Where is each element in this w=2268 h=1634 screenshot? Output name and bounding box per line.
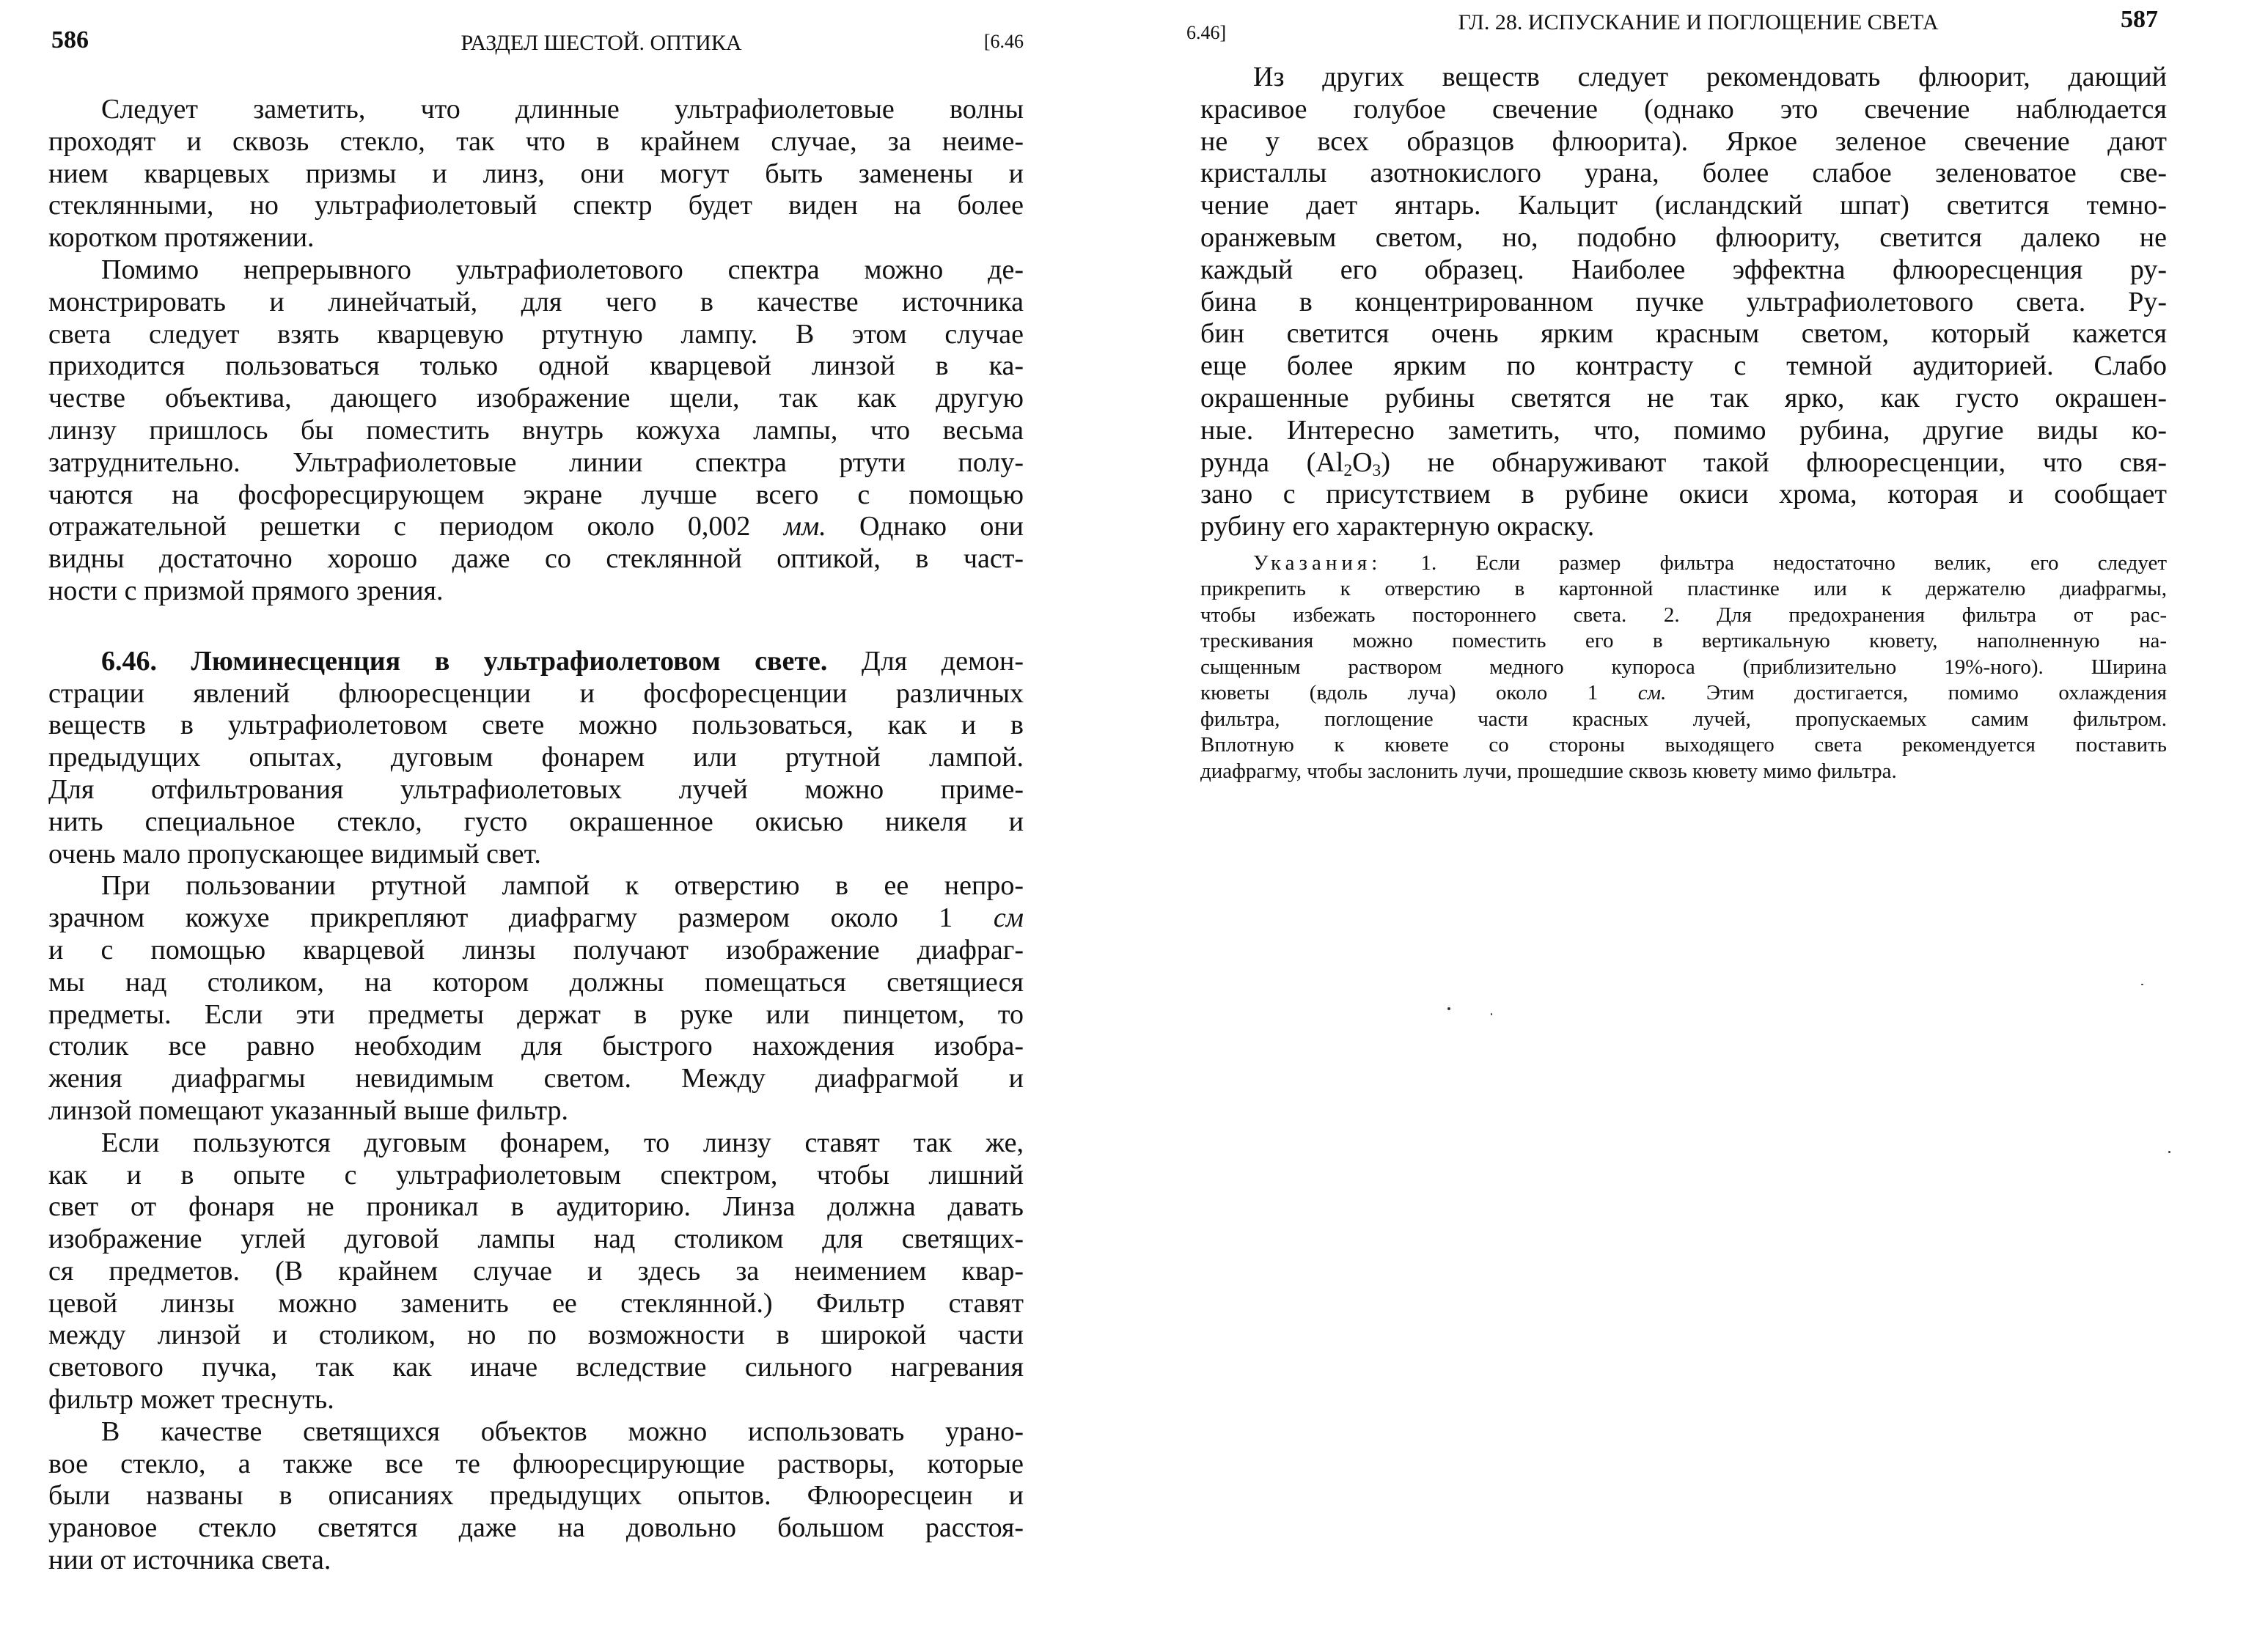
text-line: монстрировать и линейчатый, для чего в качестве источника xyxy=(48,286,1024,317)
section-heading: 6.46. Люминесценция в ультрафиолетовом свете. xyxy=(101,645,828,677)
text-line: фильтра, поглощение части красных лучей, пропускаемых самим фильтром. xyxy=(1200,707,2167,731)
text-segment: кюветы (вдоль луча) около 1 xyxy=(1200,681,1599,705)
text-line: При пользовании ртутной лампой к отверстию в ее непро- xyxy=(101,870,1024,902)
unit-italic: см. xyxy=(1637,681,1667,705)
text-line: зано с присутствием в рубине окиси хрома, которая и сообщает xyxy=(1200,479,2167,510)
paragraph xyxy=(48,1127,1024,1416)
text-line: бин светится очень ярким красным светом, который кажется xyxy=(1200,318,2167,350)
text-line: еще более ярким по контрасту с темной аудиторией. Слабо xyxy=(1200,350,2167,382)
page-number: 587 xyxy=(2121,6,2158,33)
text-line: были названы в описаниях предыдущих опытов. Флюоресцеин и xyxy=(48,1480,1024,1512)
scan-speck xyxy=(1491,1013,1492,1015)
section-reference: 6.46] xyxy=(1186,22,1227,43)
text-line: вое стекло, а также все те флюоресцирующие растворы, которые xyxy=(48,1448,1024,1479)
text-line: приходится пользоваться только одной кварцевой линзой в ка- xyxy=(48,350,1024,382)
text-line: нить специальное стекло, густо окрашенное окисью никеля и xyxy=(48,806,1024,837)
paragraph xyxy=(1200,62,2167,543)
text-line: линзу пришлось бы поместить внутрь кожуха лампы, что весьма xyxy=(48,414,1024,446)
running-head: ГЛ. 28. ИСПУСКАНИЕ И ПОГЛОЩЕНИЕ СВЕТА xyxy=(1458,10,1939,34)
text-line: каждый его образец. Наиболее эффектна флюоресценция ру- xyxy=(1200,254,2167,285)
text-line: проходят и сквозь стекло, так что в крайнем случае, за неиме- xyxy=(48,125,1024,157)
text-line: страции явлений флюоресценции и фосфоресценции различных xyxy=(48,677,1024,709)
text-line: свет от фонаря не проникал в аудиторию. Линза должна давать xyxy=(48,1191,1024,1223)
running-head: РАЗДЕЛ ШЕСТОЙ. ОПТИКА xyxy=(460,31,742,55)
text-line: линзой помещают указанный выше фильтр. xyxy=(48,1094,569,1126)
text-line: оранжевым светом, но, подобно флюориту, светится далеко не xyxy=(1200,221,2167,253)
formula-subscript: 2 xyxy=(1343,460,1353,479)
scan-speck xyxy=(1447,1007,1450,1010)
text-segment: Этим достигается, помимо охлаждения xyxy=(1706,681,2167,705)
text-line: нии от источника света. xyxy=(48,1545,331,1576)
unit-italic: см xyxy=(993,902,1024,934)
text-line xyxy=(48,646,1024,678)
right-page xyxy=(1134,0,2268,1634)
text-line: чение дает янтарь. Кальцит (исландский шпат) светится темно- xyxy=(1200,190,2167,221)
text-line: рубину его характерную окраску. xyxy=(1200,511,1595,542)
text-line: нием кварцевых призмы и линз, они могут быть заменены и xyxy=(48,158,1024,189)
text-line: Вплотную к кювете со стороны выходящего света рекомендуется поставить xyxy=(1200,733,2167,757)
text-line: веществ в ультрафиолетовом свете можно пользоваться, как и в xyxy=(48,710,1024,741)
text-line: ся предметов. (В крайнем случае и здесь за неимением квар- xyxy=(48,1255,1024,1287)
text-line xyxy=(48,511,1024,543)
text-line: прикрепить к отверстию в картонной пластинке или к держателю диафрагмы, xyxy=(1200,577,2167,601)
notes-label: Указания: xyxy=(1253,551,1382,575)
left-text-column xyxy=(48,94,1024,1577)
text-line: ные. Интересно заметить, что, помимо рубина, другие виды ко- xyxy=(1200,414,2167,446)
paragraph xyxy=(48,94,1024,254)
text-line: предметы. Если эти предметы держат в руке или пинцетом, то xyxy=(48,998,1024,1030)
text-line: Из других веществ следует рекомендовать флюорит, дающий xyxy=(1253,62,2167,92)
text-line: кристаллы азотнокислого урана, более слабое зеленоватое све- xyxy=(1200,158,2167,189)
text-line: трескивания можно поместить его в вертикальную кювету, наполненную на- xyxy=(1200,629,2167,653)
text-line: честве объектива, дающего изображение щели, так как другую xyxy=(48,383,1024,414)
text-segment: 1. Если размер фильтра недостаточно велик, его следует xyxy=(1420,551,2167,575)
text-line: диафрагму, чтобы заслонить лучи, прошедшие сквозь кювету мимо фильтра. xyxy=(1200,759,1897,783)
text-segment: отражательной решетки с периодом около 0,002 xyxy=(48,511,751,542)
text-segment: ) не обнаруживают такой флюоресценции, что свя- xyxy=(1381,446,2167,478)
text-line: не у всех образцов флюорита). Яркое зеленое свечение дают xyxy=(1200,125,2167,157)
text-line xyxy=(1200,447,2167,479)
text-line: очень мало пропускающее видимый свет. xyxy=(48,838,541,869)
right-text-column xyxy=(1200,62,2167,784)
section-reference: [6.46 xyxy=(983,31,1024,52)
section-paragraph xyxy=(48,646,1024,871)
text-line: жения диафрагмы невидимым светом. Между диафрагмой и xyxy=(48,1063,1024,1094)
text-segment: зрачном кожухе прикрепляют диафрагму размером около 1 xyxy=(48,902,953,934)
text-line: света следует взять кварцевую ртутную лампу. В этом случае xyxy=(48,318,1024,350)
text-line: стеклянными, но ультрафиолетовый спектр будет виден на более xyxy=(48,190,1024,221)
text-line: видны достаточно хорошо даже со стеклянной оптикой, в част- xyxy=(48,543,1024,575)
text-line: столик все равно необходим для быстрого нахождения изобра- xyxy=(48,1031,1024,1062)
text-line: Следует заметить, что длинные ультрафиолетовые волны xyxy=(101,94,1024,125)
text-line: Для отфильтрования ультрафиолетовых лучей можно приме- xyxy=(48,773,1024,805)
text-line: красивое голубое свечение (однако это свечение наблюдается xyxy=(1200,93,2167,125)
text-line: коротком протяжении. xyxy=(48,222,315,254)
unit-italic: мм. xyxy=(783,511,826,542)
text-line: мы над столиком, на котором должны помещаться светящиеся xyxy=(48,966,1024,998)
page-number: 586 xyxy=(51,26,89,54)
text-line: между линзой и столиком, но по возможности в широкой части xyxy=(48,1320,1024,1351)
text-line: Помимо непрерывного ультрафиолетового спектра можно де- xyxy=(101,254,1024,285)
text-line: фильтр может треснуть. xyxy=(48,1384,334,1416)
text-line: бина в концентрированном пучке ультрафиолетового света. Ру- xyxy=(1200,286,2167,317)
paragraph xyxy=(48,254,1024,608)
text-line: предыдущих опытах, дуговым фонарем или ртутной лампой. xyxy=(48,742,1024,773)
text-line: ности с призмой прямого зрения. xyxy=(48,575,444,606)
text-line: сыщенным раствором медного купороса (приблизительно 19%-ного). Ширина xyxy=(1200,655,2167,679)
formula-subscript: 3 xyxy=(1372,460,1381,479)
text-line xyxy=(1200,680,2167,707)
section-gap xyxy=(48,608,1024,646)
text-line: окрашенные рубины светятся не так ярко, как густо окрашен- xyxy=(1200,382,2167,413)
paragraph xyxy=(48,870,1024,1127)
text-segment: Однако они xyxy=(859,511,1024,542)
text-segment: рунда (Al xyxy=(1200,446,1344,478)
text-line: урановое стекло светятся даже на довольно большом расстоя- xyxy=(48,1512,1024,1544)
text-line: Если пользуются дуговым фонарем, то линзу ставят так же, xyxy=(101,1127,1024,1158)
paragraph xyxy=(48,1416,1024,1577)
text-line: и с помощью кварцевой линзы получают изображение диафраг- xyxy=(48,934,1024,965)
text-line: светового пучка, так как иначе вследствие сильного нагревания xyxy=(48,1352,1024,1383)
scan-speck xyxy=(2141,984,2143,985)
formula-segment: O xyxy=(1352,446,1373,478)
scan-speck xyxy=(2168,1151,2170,1153)
text-line: затруднительно. Ультрафиолетовые линии спектра ртути полу- xyxy=(48,446,1024,478)
text-line: чаются на фосфоресцирующем экране лучше всего с помощью xyxy=(48,479,1024,510)
text-line xyxy=(48,902,1024,935)
text-line: В качестве светящихся объектов можно использовать урано- xyxy=(101,1416,1024,1447)
text-line xyxy=(1200,551,2167,577)
text-line: изображение углей дуговой лампы над столиком для светящих- xyxy=(48,1223,1024,1255)
notes-block xyxy=(1200,551,2167,785)
text-line: чтобы избежать постороннего света. 2. Для предохранения фильтра от рас- xyxy=(1200,603,2167,627)
text-line: цевой линзы можно заменить ее стеклянной.) Фильтр ставят xyxy=(48,1287,1024,1319)
text-segment: Для демон- xyxy=(861,645,1024,677)
text-line: как и в опыте с ультрафиолетовым спектром, чтобы лишний xyxy=(48,1159,1024,1190)
